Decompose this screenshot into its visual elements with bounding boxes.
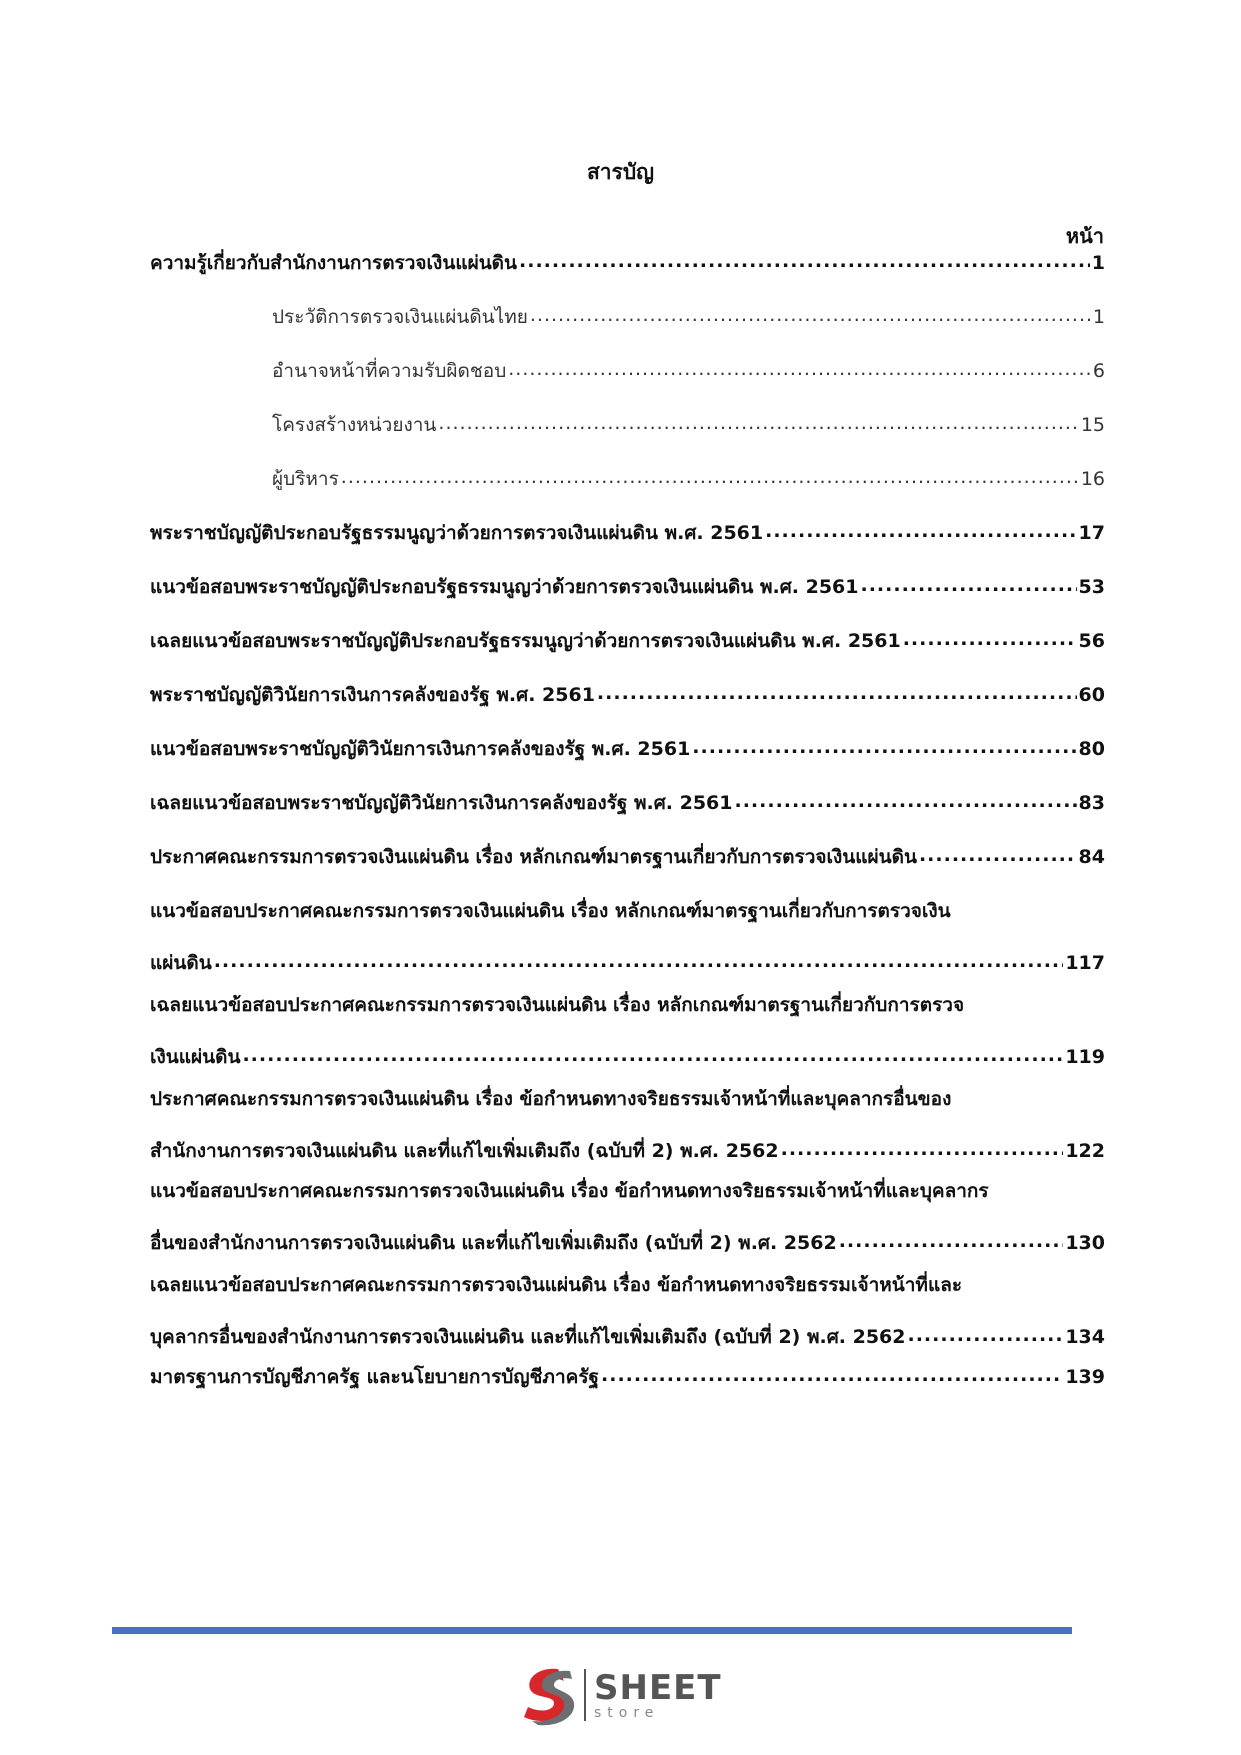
toc-entry-title: สำนักงานการตรวจเงินแผ่นดิน และที่แก้ไขเพิ่มเติมถึง (ฉบับที่ 2) พ.ศ. 2562 (150, 1140, 779, 1162)
toc-entry-title: ความรู้เกี่ยวกับสำนักงานการตรวจเงินแผ่นดิน (150, 252, 518, 274)
toc-subentry (272, 304, 1105, 330)
dot-leader (597, 680, 1077, 706)
page-column-label: หน้า (1065, 224, 1104, 248)
toc-entry-title-line1: เฉลยแนวข้อสอบประกาศคณะกรรมการตรวจเงินแผ่นดิน เรื่อง หลักเกณฑ์มาตรฐานเกี่ยวกับการตรวจ (150, 994, 965, 1016)
logo-subtext: store (594, 1704, 660, 1721)
toc-page-number: 1 (1091, 252, 1105, 274)
toc-entry (150, 736, 1105, 762)
toc-entry-title: มาตรฐานการบัญชีภาครัฐ และนโยบายการบัญชีภาครัฐ (150, 1366, 600, 1388)
toc-page-number: 134 (1065, 1326, 1105, 1348)
toc-entry-title: อำนาจหน้าที่ความรับผิดชอบ (272, 360, 507, 382)
toc-entry (150, 574, 1105, 600)
logo-separator (584, 1669, 586, 1721)
dot-leader (692, 734, 1076, 760)
sheet-store-logo-icon (518, 1663, 578, 1727)
toc-entry-title-line1: แนวข้อสอบประกาศคณะกรรมการตรวจเงินแผ่นดิน เรื่อง หลักเกณฑ์มาตรฐานเกี่ยวกับการตรวจเงิน (150, 900, 951, 922)
toc-page-number: 117 (1065, 952, 1105, 974)
toc-entry-title: พระราชบัญญัติวินัยการเงินการคลังของรัฐ พ.ศ. 2561 (150, 684, 595, 706)
toc-page-number: 16 (1080, 468, 1105, 490)
toc-page-number: 53 (1078, 576, 1105, 598)
dot-leader (438, 410, 1078, 436)
dot-leader (765, 518, 1076, 544)
toc-entry (150, 250, 1105, 276)
toc-entry (150, 844, 1105, 870)
dot-leader (860, 572, 1076, 598)
toc-entry-title: แผ่นดิน (150, 952, 212, 974)
toc-page-number: 122 (1065, 1140, 1105, 1162)
toc-entry-title: พระราชบัญญัติประกอบรัฐธรรมนูญว่าด้วยการตรวจเงินแผ่นดิน พ.ศ. 2561 (150, 522, 764, 544)
logo-wordmark: SHEET (594, 1667, 722, 1708)
toc-entry-title-line1: แนวข้อสอบประกาศคณะกรรมการตรวจเงินแผ่นดิน เรื่อง ข้อกำหนดทางจริยธรรมเจ้าหน้าที่และบุคลากร (150, 1180, 989, 1202)
toc-page-number: 83 (1078, 792, 1105, 814)
toc-entry-title: เฉลยแนวข้อสอบพระราชบัญญัติประกอบรัฐธรรมนูญว่าด้วยการตรวจเงินแผ่นดิน พ.ศ. 2561 (150, 630, 901, 652)
toc-page-number: 119 (1065, 1046, 1105, 1068)
toc-entry (150, 1272, 1105, 1350)
footer-divider (112, 1627, 1072, 1634)
toc-page-number: 130 (1065, 1232, 1105, 1254)
toc-page-number: 60 (1078, 684, 1105, 706)
dot-leader (601, 1362, 1063, 1388)
toc-page-number: 80 (1078, 738, 1105, 760)
toc-entry-title: โครงสร้างหน่วยงาน (272, 414, 437, 436)
toc-subentry (272, 466, 1105, 492)
dot-leader (919, 842, 1077, 868)
toc-page-number: 1 (1092, 306, 1105, 328)
dot-leader (341, 464, 1079, 490)
toc-entry (150, 682, 1105, 708)
toc-subentry (272, 358, 1105, 384)
toc-entry (150, 1086, 1105, 1164)
toc-entry-title: แนวข้อสอบพระราชบัญญัติวินัยการเงินการคลังของรัฐ พ.ศ. 2561 (150, 738, 691, 760)
toc-entry-title-line1: ประกาศคณะกรรมการตรวจเงินแผ่นดิน เรื่อง ข้อกำหนดทางจริยธรรมเจ้าหน้าที่และบุคลากรอื่นของ (150, 1088, 952, 1110)
toc-page-number: 84 (1078, 846, 1105, 868)
toc-entry-title: บุคลากรอื่นของสำนักงานการตรวจเงินแผ่นดิน และที่แก้ไขเพิ่มเติมถึง (ฉบับที่ 2) พ.ศ. 2562 (150, 1326, 906, 1348)
toc-entry-title: ประกาศคณะกรรมการตรวจเงินแผ่นดิน เรื่อง หลักเกณฑ์มาตรฐานเกี่ยวกับการตรวจเงินแผ่นดิน (150, 846, 917, 868)
dot-leader (530, 302, 1091, 328)
toc-page-number: 15 (1080, 414, 1105, 436)
dot-leader (242, 1042, 1063, 1068)
toc-entry-title: เฉลยแนวข้อสอบพระราชบัญญัติวินัยการเงินการคลังของรัฐ พ.ศ. 2561 (150, 792, 733, 814)
toc-entry-title: ประวัติการตรวจเงินแผ่นดินไทย (272, 306, 528, 328)
toc-entry-title-line1: เฉลยแนวข้อสอบประกาศคณะกรรมการตรวจเงินแผ่นดิน เรื่อง ข้อกำหนดทางจริยธรรมเจ้าหน้าที่และ (150, 1274, 963, 1296)
toc-page-number: 139 (1065, 1366, 1105, 1388)
page-title: สารบัญ (586, 160, 655, 184)
toc-entry (150, 520, 1105, 546)
dot-leader (907, 1322, 1063, 1348)
dot-leader (839, 1228, 1064, 1254)
dot-leader (903, 626, 1077, 652)
dot-leader (781, 1136, 1064, 1162)
toc-entry (150, 1178, 1105, 1256)
toc-subentry (272, 412, 1105, 438)
toc-entry (150, 628, 1105, 654)
toc-entry-title: ผู้บริหาร (272, 468, 339, 490)
sheet-store-logo (518, 1660, 722, 1730)
toc-page-number: 6 (1092, 360, 1105, 382)
toc-entry-title: แนวข้อสอบพระราชบัญญัติประกอบรัฐธรรมนูญว่าด้วยการตรวจเงินแผ่นดิน พ.ศ. 2561 (150, 576, 859, 598)
toc-page-number: 56 (1078, 630, 1105, 652)
toc-entry (150, 992, 1105, 1070)
dot-leader (214, 948, 1064, 974)
dot-leader (735, 788, 1077, 814)
toc-entry-title: เงินแผ่นดิน (150, 1046, 241, 1068)
dot-leader (519, 248, 1090, 274)
toc-entry (150, 790, 1105, 816)
toc-entry-title: อื่นของสำนักงานการตรวจเงินแผ่นดิน และที่แก้ไขเพิ่มเติมถึง (ฉบับที่ 2) พ.ศ. 2562 (150, 1232, 837, 1254)
dot-leader (508, 356, 1091, 382)
toc-page-number: 17 (1078, 522, 1105, 544)
toc-entry (150, 1364, 1105, 1390)
toc-entry (150, 898, 1105, 976)
